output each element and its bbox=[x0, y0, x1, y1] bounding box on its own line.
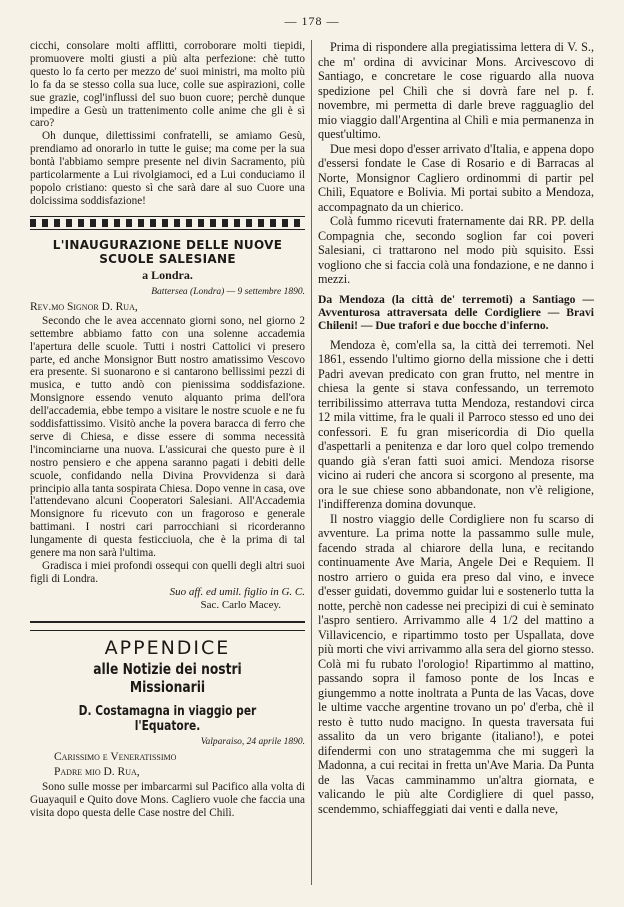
salutation-line: Carissimo e Veneratissimo bbox=[54, 750, 177, 763]
column-divider bbox=[311, 40, 312, 885]
paragraph: Il nostro viaggio delle Cordigliere non fu scarso di avventure. La prima notte la passammo sulle mule, facendo strada al chiarore della luna, e recitando continuamente Ave Maria, Angele Dei e Requiem. Il nostro arriero o guida era preso dal vino, e invece d'esser guidati, dovemmo guidar lui e sostenerlo tutta la notte, perchè non cadesse nei precipizi di cui è seminato l'aspro sentiero. Arrivammo alle 4 1/2 del mattino a Villavicencio, e ripartimmo tosto per Uspallata, dove più morti che vivi arrivammo alla sera del giorno stesso. Colà mi fu rubato l'orologio! Ripartimmo al mattino, passando sopra il famoso ponte de los Incas e giungemmo a notte inoltrata a Punta de las Vacas, dove le ultime vacche argentine trovano un po' d'erba, chè il resto è tutto nudo macigno. In questa traversata fui assalito da un vero brigante (italiano!), e potei difendermi con uno stratagemma che mi suggerì la Madonna, a cui recitai in fretta un'Ave Maria. Da Punta de las Vacas camminammo un'altra giornata, e valicando le più alte Cordigliere di quel passo, scendemmo, schiaffeggiati dai venti e dalla neve, bbox=[318, 511, 594, 816]
paragraph: Colà fummo ricevuti fraternamente dai RR. PP. della Compagnia che, secondo soglion far coi poveri Salesiani, ci trattarono nel modo più squisito. Essi vogliono che si faccia colà una fondazione, e ne danno i mezzi. bbox=[318, 214, 594, 286]
appendix-subtitle: alle Notizie dei nostri Missionarii bbox=[93, 659, 242, 696]
right-column bbox=[318, 40, 594, 816]
paragraph: Due mesi dopo d'esser arrivato d'Italia, e appena dopo d'essersi fondate le Case di Rosario e di Barracas al Norte, Monsignor Cagliero ordinommi di partir pel Chilì, Equatore e Bolivia. Mi portai subito a Mendoza, accompagnato da un chierico. bbox=[318, 141, 594, 214]
section-title: L'INAUGURAZIONE DELLE NUOVE SCUOLE SALESIANE bbox=[52, 237, 283, 266]
appendix-title: APPENDICE bbox=[104, 636, 231, 659]
left-column bbox=[30, 40, 305, 820]
paragraph: Prima di rispondere alla pregiatissima lettera di V. S., che m' ordina di avvicinar Mons. Arcivescovo di Santiago, e concretare le cose riguardo alla nuova spedizione pel Chilì che si dovrà fare nel p. f. novembre, mi permetta di darle breve ragguaglio del mio viaggio dall'Argentina al Chilì e mia permanenza in quest'ultimo. bbox=[318, 40, 594, 141]
paragraph: Oh dunque, dilettissimi confratelli, se amiamo Gesù, prendiamo ad onorarlo in tutte le guise; ma come per la sua bontà l'abbiamo sempre presente nel divin Sacramento, più particolarmente a Lui rivolgiamoci, ed a Lui conduciamo il popolo cristiano: questo sì che sarà dare al suo Cuore una dolcissima soddisfazione! bbox=[30, 130, 305, 207]
salutation: Rev.mo Signor D. Rua, bbox=[30, 300, 138, 313]
paragraph: Sono sulle mosse per imbarcarmi sul Pacifico alla volta di Guayaquil e Quito dove Mons. Cagliero vuole che faccia una visita dopo questa delle Case nostre del Chilì. bbox=[30, 780, 305, 819]
letter-body: Secondo che le avea accennato giorni sono, nel giorno 2 settembre abbiamo fatto con una solenne accademia l'apertura delle scuole. Tutti i nostri Cattolici vi presero parte, ed anche Monsignor Butt nostro amatissimo Vescovo era presente. Si suonarono e si cantarono bellissimi pezzi di musica, e tutto andò con pienissima soddisfazione. Monsignore essendo venuto alquanto prima dell'ora dell'accademia, ebbe tempo a visitare le nostre scuole e ne fu soddisfattissimo. Visitò anche la povera baracca di ferro che serve di Chiesa, e disse essere di somma necessità l'incominciarne una nuova. L'assicurai che questo pure è il nostro pensiero e che appena saranno pagati i debiti delle scuole, confidando nella Divina Provvidenza si darà principio alla tanta sospirata Chiesa. Dopo venne in casa, ove l'attendevano alcuni Cooperatori Salesiani. All'Accademia Monsignore fu ricevuto con un fragoroso e generale battimani. I nostri cari parrocchiani si ricorderanno lungamente di questa festicciuola, che è la prima di tal genere ma non sarà l'ultima. bbox=[30, 314, 305, 560]
chapter-heading: Da Mendoza (la città de' terremoti) a Santiago — Avventurosa attraversata delle Cordigliere — Bravi Chileni! — Due trafori e due bocche d'inferno. bbox=[318, 292, 594, 333]
signoff: Suo aff. ed umil. figlio in G. C. bbox=[169, 585, 305, 598]
salutation-line: Padre mio D. Rua, bbox=[54, 765, 140, 778]
article-title: D. Costamagna in viaggio per l'Equatore. bbox=[78, 703, 257, 734]
signature: Sac. Carlo Macey. bbox=[200, 598, 281, 611]
double-rule-divider bbox=[30, 621, 305, 631]
dateline: Battersea (Londra) — 9 settembre 1890. bbox=[151, 286, 305, 297]
paragraph: cicchi, consolare molti afflitti, corroborare molti tiepidi, promuovere molti giusti a più alta perfezione: chè tutto questo lo fa certo per mezzo de' suoi ministri, ma molto più lo fa da se stesso colla sua luce, colle sue aspirazioni, colle sue grazie, cogl'influssi del suo buon cuore; perchè dunque impedire a Gesù un trattenimento colle anime che gli è sì caro? bbox=[30, 40, 305, 130]
paragraph: Mendoza è, com'ella sa, la città dei terremoti. Nel 1861, essendo l'ultimo giorno della missione che i detti Padri avevan predicato con gran frutto, nel mentre in chiesa la gente si stava confessando, un terremoto terribilissimo atterrava tutta Mendoza, restandovi circa 12 mila vittime, fra le quali il Parroco stesso ed uno dei confessori. E fu gran misericordia di Dio quella d'aspettarli a penitenza e dar loro quel colpo tremendo quando già s'eran fatti suoi amici. Mendoza risorse vicino ai ruderi che ancora si scorgono al presente, ma ora le sue chiese sono abbandonate, non v'è religione, l'indifferenza domina dovunque. bbox=[318, 337, 594, 512]
letter-closing: Gradisca i miei profondi ossequi con quelli degli altri suoi figli di Londra. bbox=[30, 560, 305, 585]
ornamental-divider bbox=[30, 216, 305, 230]
article-dateline: Valparaiso, 24 aprile 1890. bbox=[200, 736, 305, 747]
page-number: — 178 — bbox=[284, 14, 340, 28]
section-subtitle: a Londra. bbox=[142, 267, 193, 282]
